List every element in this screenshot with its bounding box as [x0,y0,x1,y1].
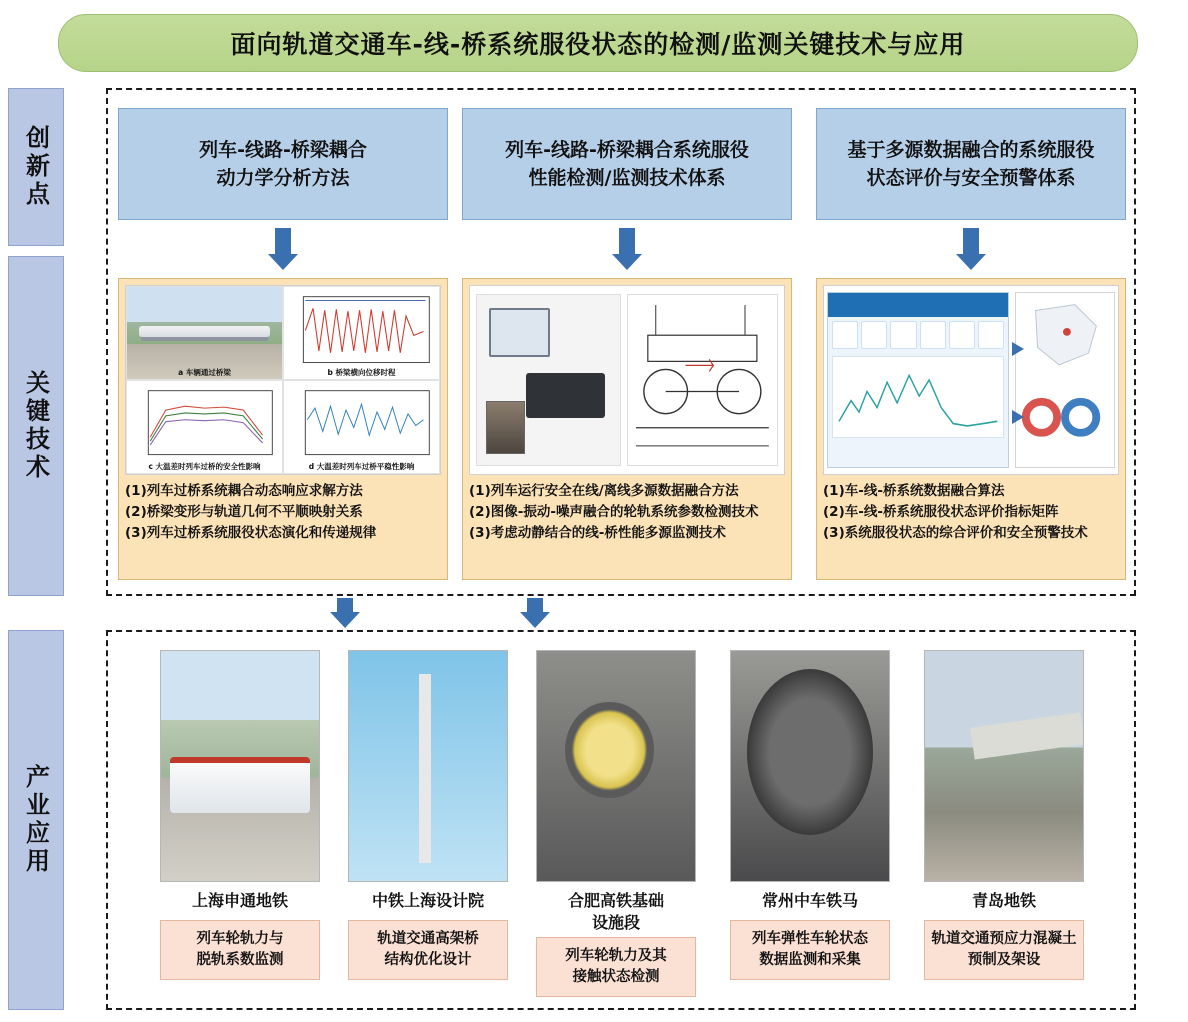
key-tech-1-item-1: (1)列车过桥系统耦合动态响应求解方法 [125,483,363,499]
innovation-card-1-line-2: 动力学分析方法 [216,167,350,189]
figure-field-photo [486,401,525,454]
application-photo-5 [924,650,1084,882]
figure-platform-kpis [828,317,1008,353]
application-item-5 [924,650,1084,980]
page-title [58,14,1138,72]
figure-map-and-charts [1015,292,1115,469]
innovation-card-1-line-1: 列车-线路-桥梁耦合 [199,138,367,161]
innovation-card-3 [816,108,1126,220]
application-tag-5-line-1: 轨道交通预应力混凝土 [931,930,1077,947]
figure-caption-b: b 桥梁横向位移时程 [327,368,396,377]
application-name-4: 常州中车铁马 [761,891,858,910]
application-tag-4-line-2: 数据监测和采集 [759,951,861,968]
application-tag-3-line-1: 列车轮轨力及其 [565,948,667,965]
arrow-down-icon-2 [612,228,642,270]
application-name-3-line-1: 合肥高铁基础 [567,891,664,910]
figure-wheelset-schematic [627,294,778,467]
application-tag-1-line-2: 脱轨系数监测 [196,951,284,968]
figure-platform-header [828,293,1008,317]
key-tech-panel-1-list [125,481,441,544]
arrow-down-icon-5 [520,598,550,628]
figure-bridge-lateral-displacement [283,286,440,380]
key-tech-panel-3 [816,278,1126,580]
application-name-3 [536,890,696,933]
application-tag-5-line-2: 预制及架设 [967,951,1041,968]
section-label-industry-application: 产业应用 [8,630,64,1010]
key-tech-panel-1 [118,278,448,580]
figure-daq-device [526,373,606,417]
figure-caption-c: c 大温差时列车过桥的安全性影响 [148,462,261,471]
figure-train-on-bridge [126,286,283,380]
figure-monitor [489,308,550,356]
figure-caption-d: d 大温差时列车过桥平稳性影响 [308,462,415,471]
figure-safety-temperature [126,380,283,474]
section-label-innovation: 创新点 [8,88,64,246]
application-tag-4-line-1: 列车弹性车轮状态 [752,930,868,947]
application-tag-4 [730,920,890,980]
application-tag-1-line-1: 列车轮轨力与 [196,930,284,947]
application-name-5: 青岛地铁 [971,891,1036,910]
figure-platform-chart [832,356,1004,438]
figure-measurement-equipment [476,294,620,467]
figure-caption-a: a 车辆通过桥梁 [178,368,231,377]
arrow-down-icon-1 [268,228,298,270]
arrow-right-icon-2 [1012,410,1024,424]
innovation-card-3-line-2: 状态评价与安全预警体系 [866,167,1076,189]
application-tag-5 [924,920,1084,980]
arrow-down-icon-3 [956,228,986,270]
application-tag-3 [536,937,696,997]
key-tech-3-item-1: (1)车-线-桥系统数据融合算法 [823,483,1005,499]
key-tech-2-item-1: (1)列车运行安全在线/离线多源数据融合方法 [469,483,739,499]
arrow-right-icon-1 [1012,342,1024,356]
key-tech-figure-1 [125,285,441,475]
figure-monitoring-platform [827,292,1009,469]
key-tech-2-item-3: (3)考虑动静结合的线-桥性能多源监测技术 [469,524,726,541]
key-tech-1-item-2: (2)桥梁变形与轨道几何不平顺映射关系 [125,503,363,520]
innovation-card-3-line-1: 基于多源数据融合的系统服役 [847,138,1095,161]
arrow-down-icon-4 [330,598,360,628]
key-tech-2-item-2: (2)图像-振动-噪声融合的轮轨系统参数检测技术 [469,503,759,520]
application-tag-1 [160,920,320,980]
application-item-4 [730,650,890,980]
section-label-key-technology: 关键技术 [8,256,64,596]
key-tech-3-item-2: (2)车-线-桥系统服役状态评价指标矩阵 [823,503,1059,520]
key-tech-panel-2-list [469,481,785,544]
innovation-card-2-line-1: 列车-线路-桥梁耦合系统服役 [505,138,749,161]
application-tag-2 [348,920,508,980]
key-tech-figure-3 [823,285,1119,475]
key-tech-1-item-3: (3)列车过桥系统服役状态演化和传递规律 [125,524,377,541]
application-name-1: 上海申通地铁 [191,891,288,910]
application-item-2 [348,650,508,980]
application-photo-1 [160,650,320,882]
innovation-card-2-line-2: 性能检测/监测技术体系 [528,167,726,189]
application-tag-3-line-2: 接触状态检测 [572,969,660,986]
page-title-text: 面向轨道交通车-线-桥系统服役状态的检测/监测关键技术与应用 [230,30,966,59]
innovation-card-2 [462,108,792,220]
key-tech-figure-2 [469,285,785,475]
innovation-card-1 [118,108,448,220]
application-photo-3 [536,650,696,882]
application-item-3 [536,650,696,997]
application-photo-4 [730,650,890,882]
application-item-1 [160,650,320,980]
figure-ride-comfort-temperature [283,380,440,474]
key-tech-3-item-3: (3)系统服役状态的综合评价和安全预警技术 [823,524,1088,541]
key-tech-panel-3-list [823,481,1119,544]
key-tech-panel-2 [462,278,792,580]
application-photo-2 [348,650,508,882]
application-tag-2-line-2: 结构优化设计 [384,951,472,968]
application-name-2: 中铁上海设计院 [371,891,484,910]
application-tag-2-line-1: 轨道交通高架桥 [377,930,479,947]
application-name-3-line-2: 设施段 [591,912,640,932]
